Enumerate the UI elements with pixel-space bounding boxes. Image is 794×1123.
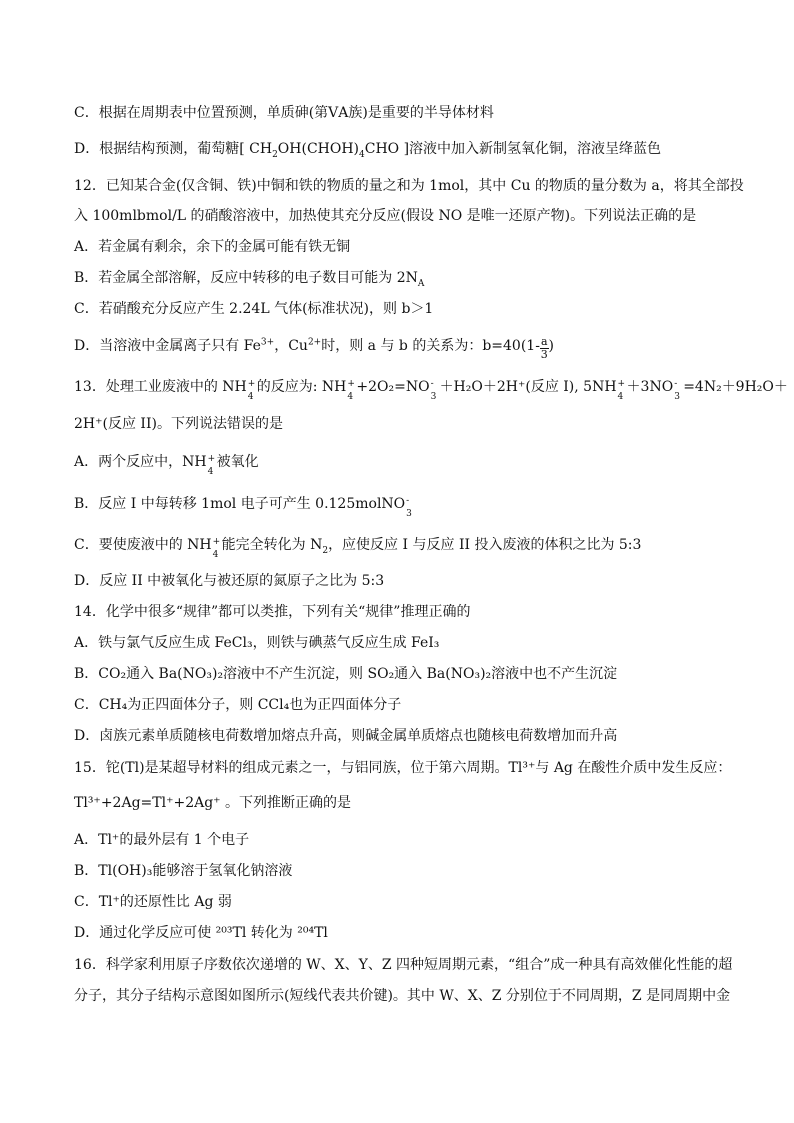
question-13-line-2: 2H⁺(反应 II)。下列说法错误的是 — [74, 416, 283, 432]
option-14a: A．铁与氯气反应生成 FeCl₃，则铁与碘蒸气反应生成 FeI₃ — [74, 635, 440, 651]
option-12d: D．当溶液中金属离子只有 $Fe^{3+}$，$Cu^{2+}$时，则 a 与 b 的关系为：b=40(1- $\frac{a}{3}$ ) — [74, 335, 554, 361]
option-15c: C．Tl⁺的还原性比 Ag 弱 — [74, 894, 232, 910]
option-15b: B．Tl(OH)₃能够溶于氢氧化钠溶液 — [74, 863, 293, 879]
option-13a: A．两个反应中，NH + 4 被氧化 — [74, 454, 259, 477]
option-13d: D．反应 II 中被氧化与被还原的氮原子之比为 5:3 — [74, 573, 385, 589]
question-12-line-1: 12．已知某合金(仅含铜、铁)中铜和铁的物质的量之和为 1mol，其中 Cu 的物质的量分数为 a，将其全部投 — [74, 178, 744, 194]
option-12c: C．若硝酸充分反应产生 2.24L 气体(标准状况)，则 b＞1 — [74, 301, 434, 317]
option-14d: D．卤族元素单质随核电荷数增加熔点升高，则碱金属单质熔点也随核电荷数增加而升高 — [74, 728, 618, 744]
question-14: 14．化学中很多“规律”都可以类推，下列有关“规律”推理正确的 — [74, 604, 471, 620]
fraction-a-over-3: $\frac{a}{3}$ — [540, 335, 548, 361]
question-13-line-1: 13．处理工业废液中的 NH + 4 的反应为: NH + 4 +2O₂=NO - 3 ＋H₂O＋2H⁺(反应 I), 5NH + 4 ＋3NO - 3 =4N₂＋9H₂O＋ — [74, 379, 788, 402]
option-11d: D．根据结构预测，葡萄糖[ $CH_2OH(CHOH)_4CHO$ ]溶液中加入新制氢氧化铜，溶液呈绛蓝色 — [74, 141, 662, 160]
option-13b: B．反应 I 中每转移 1mol 电子可产生 0.125molNO - 3 — [74, 496, 412, 519]
option-12b: B．若金属全部溶解，反应中转移的电子数目可能为 $2N_A$ — [74, 270, 425, 289]
option-15a: A．Tl⁺的最外层有 1 个电子 — [74, 832, 250, 848]
option-11c: C．根据在周期表中位置预测，单质砷(第ⅤA族)是重要的半导体材料 — [74, 105, 494, 121]
question-16-line-2: 分子，其分子结构示意图如图所示(短线代表共价键)。其中 W、X、Z 分别位于不同周期，Z 是同周期中金 — [74, 988, 731, 1004]
option-13c: C．要使废液中的 NH + 4 能完全转化为 $N_2$，应使反应 I 与反应 II 投入废液的体积之比为 5:3 — [74, 537, 642, 560]
question-12-line-2: 入 100mlbmol/L 的硝酸溶液中，加热使其充分反应(假设 NO 是唯一还原产物)。下列说法正确的是 — [74, 208, 697, 224]
option-14b: B．CO₂通入 Ba(NO₃)₂溶液中不产生沉淀，则 SO₂通入 Ba(NO₃)₂溶液中也不产生沉淀 — [74, 666, 618, 682]
option-14c: C．CH₄为正四面体分子，则 CCl₄也为正四面体分子 — [74, 697, 402, 713]
question-15-line-2: Tl³⁺+2Ag=Tl⁺+2Ag⁺ 。下列推断正确的是 — [74, 795, 352, 811]
question-15-line-1: 15．铊(Tl)是某超导材料的组成元素之一，与铝同族，位于第六周期。Tl³⁺与 Ag 在酸性介质中发生反应： — [74, 760, 732, 776]
question-16-line-1: 16．科学家利用原子序数依次递增的 W、X、Y、Z 四种短周期元素，“组合”成一种具有高效催化性能的超 — [74, 957, 733, 973]
option-12a: A．若金属有剩余，余下的金属可能有铁无铜 — [74, 239, 351, 255]
option-15d: D．通过化学反应可使 ²⁰³Tl 转化为 ²⁰⁴Tl — [74, 925, 328, 941]
